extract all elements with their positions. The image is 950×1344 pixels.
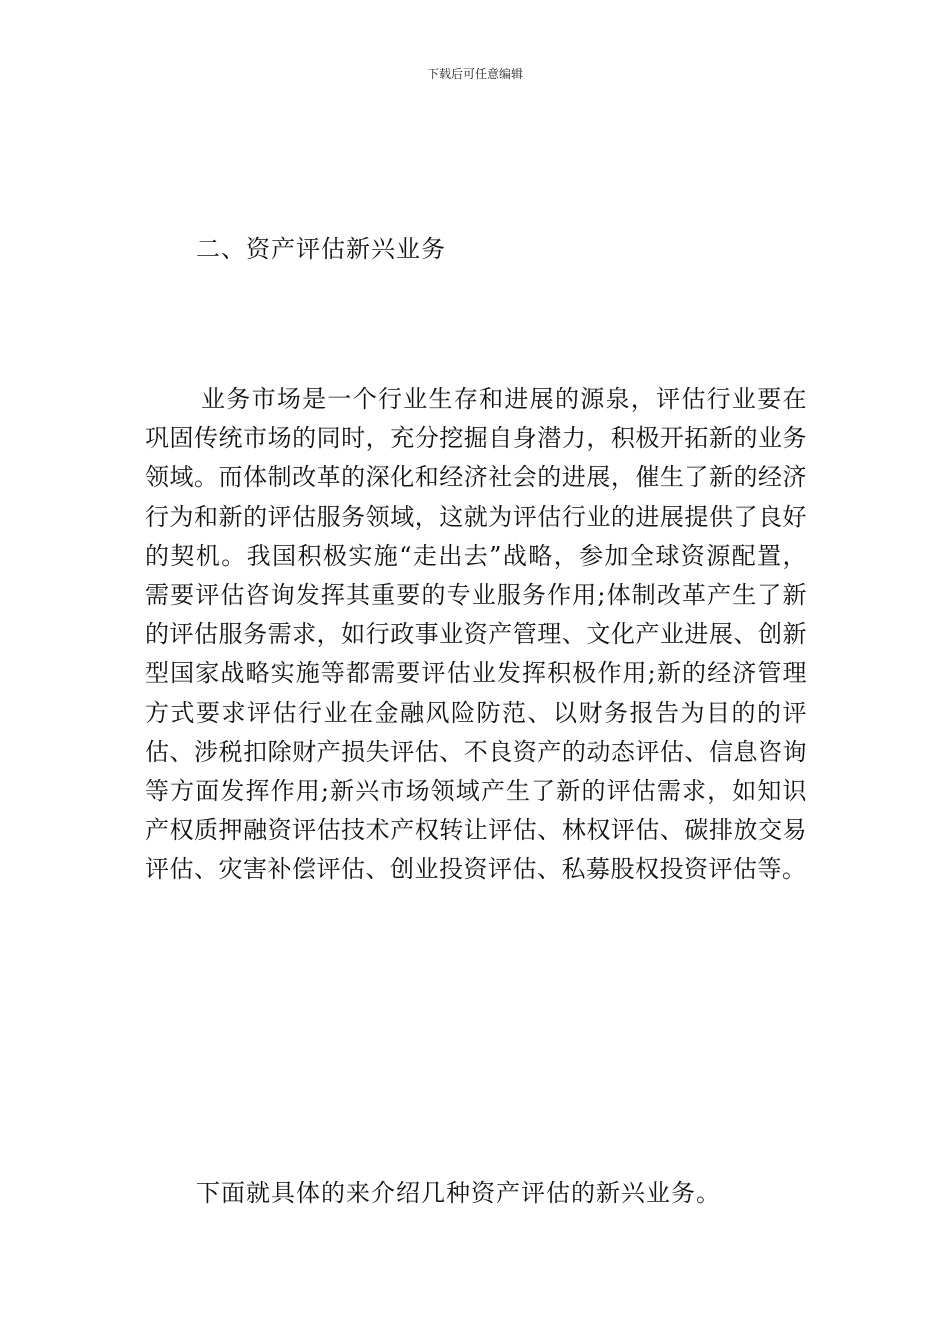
- page-header-note: 下载后可任意编辑: [426, 67, 523, 81]
- body-paragraph: 业务市场是一个行业生存和进展的源泉，评估行业要在巩固传统市场的同时，充分挖掘自身潜力，积极开拓新的业务领域。而体制改革的深化和经济社会的进展，催生了新的经济行为和新的评估服务领域，这就为评估行业的进展提供了良好的契机。我国积极实施“走出去”战略，参加全球资源配置，需要评估咨询发挥其重要的专业服务作用;体制改革产生了新的评估服务需求，如行政事业资产管理、文化产业进展、创新型国家战略实施等都需要评估业发挥积极作用;新的经济管理方式要求评估行业在金融风险防范、以财务报告为目的的评估、涉税扣除财产损失评估、不良资产的动态评估、信息咨询等方面发挥作用;新兴市场领域产生了新的评估需求，如知识产权质押融资评估技术产权转让评估、林权评估、碳排放交易评估、灾害补偿评估、创业投资评估、私募股权投资评估等。: [145, 385, 807, 884]
- closing-line: 下面就具体的来介绍几种资产评估的新兴业务。: [196, 1179, 721, 1207]
- section-heading: 二、资产评估新兴业务: [196, 235, 446, 263]
